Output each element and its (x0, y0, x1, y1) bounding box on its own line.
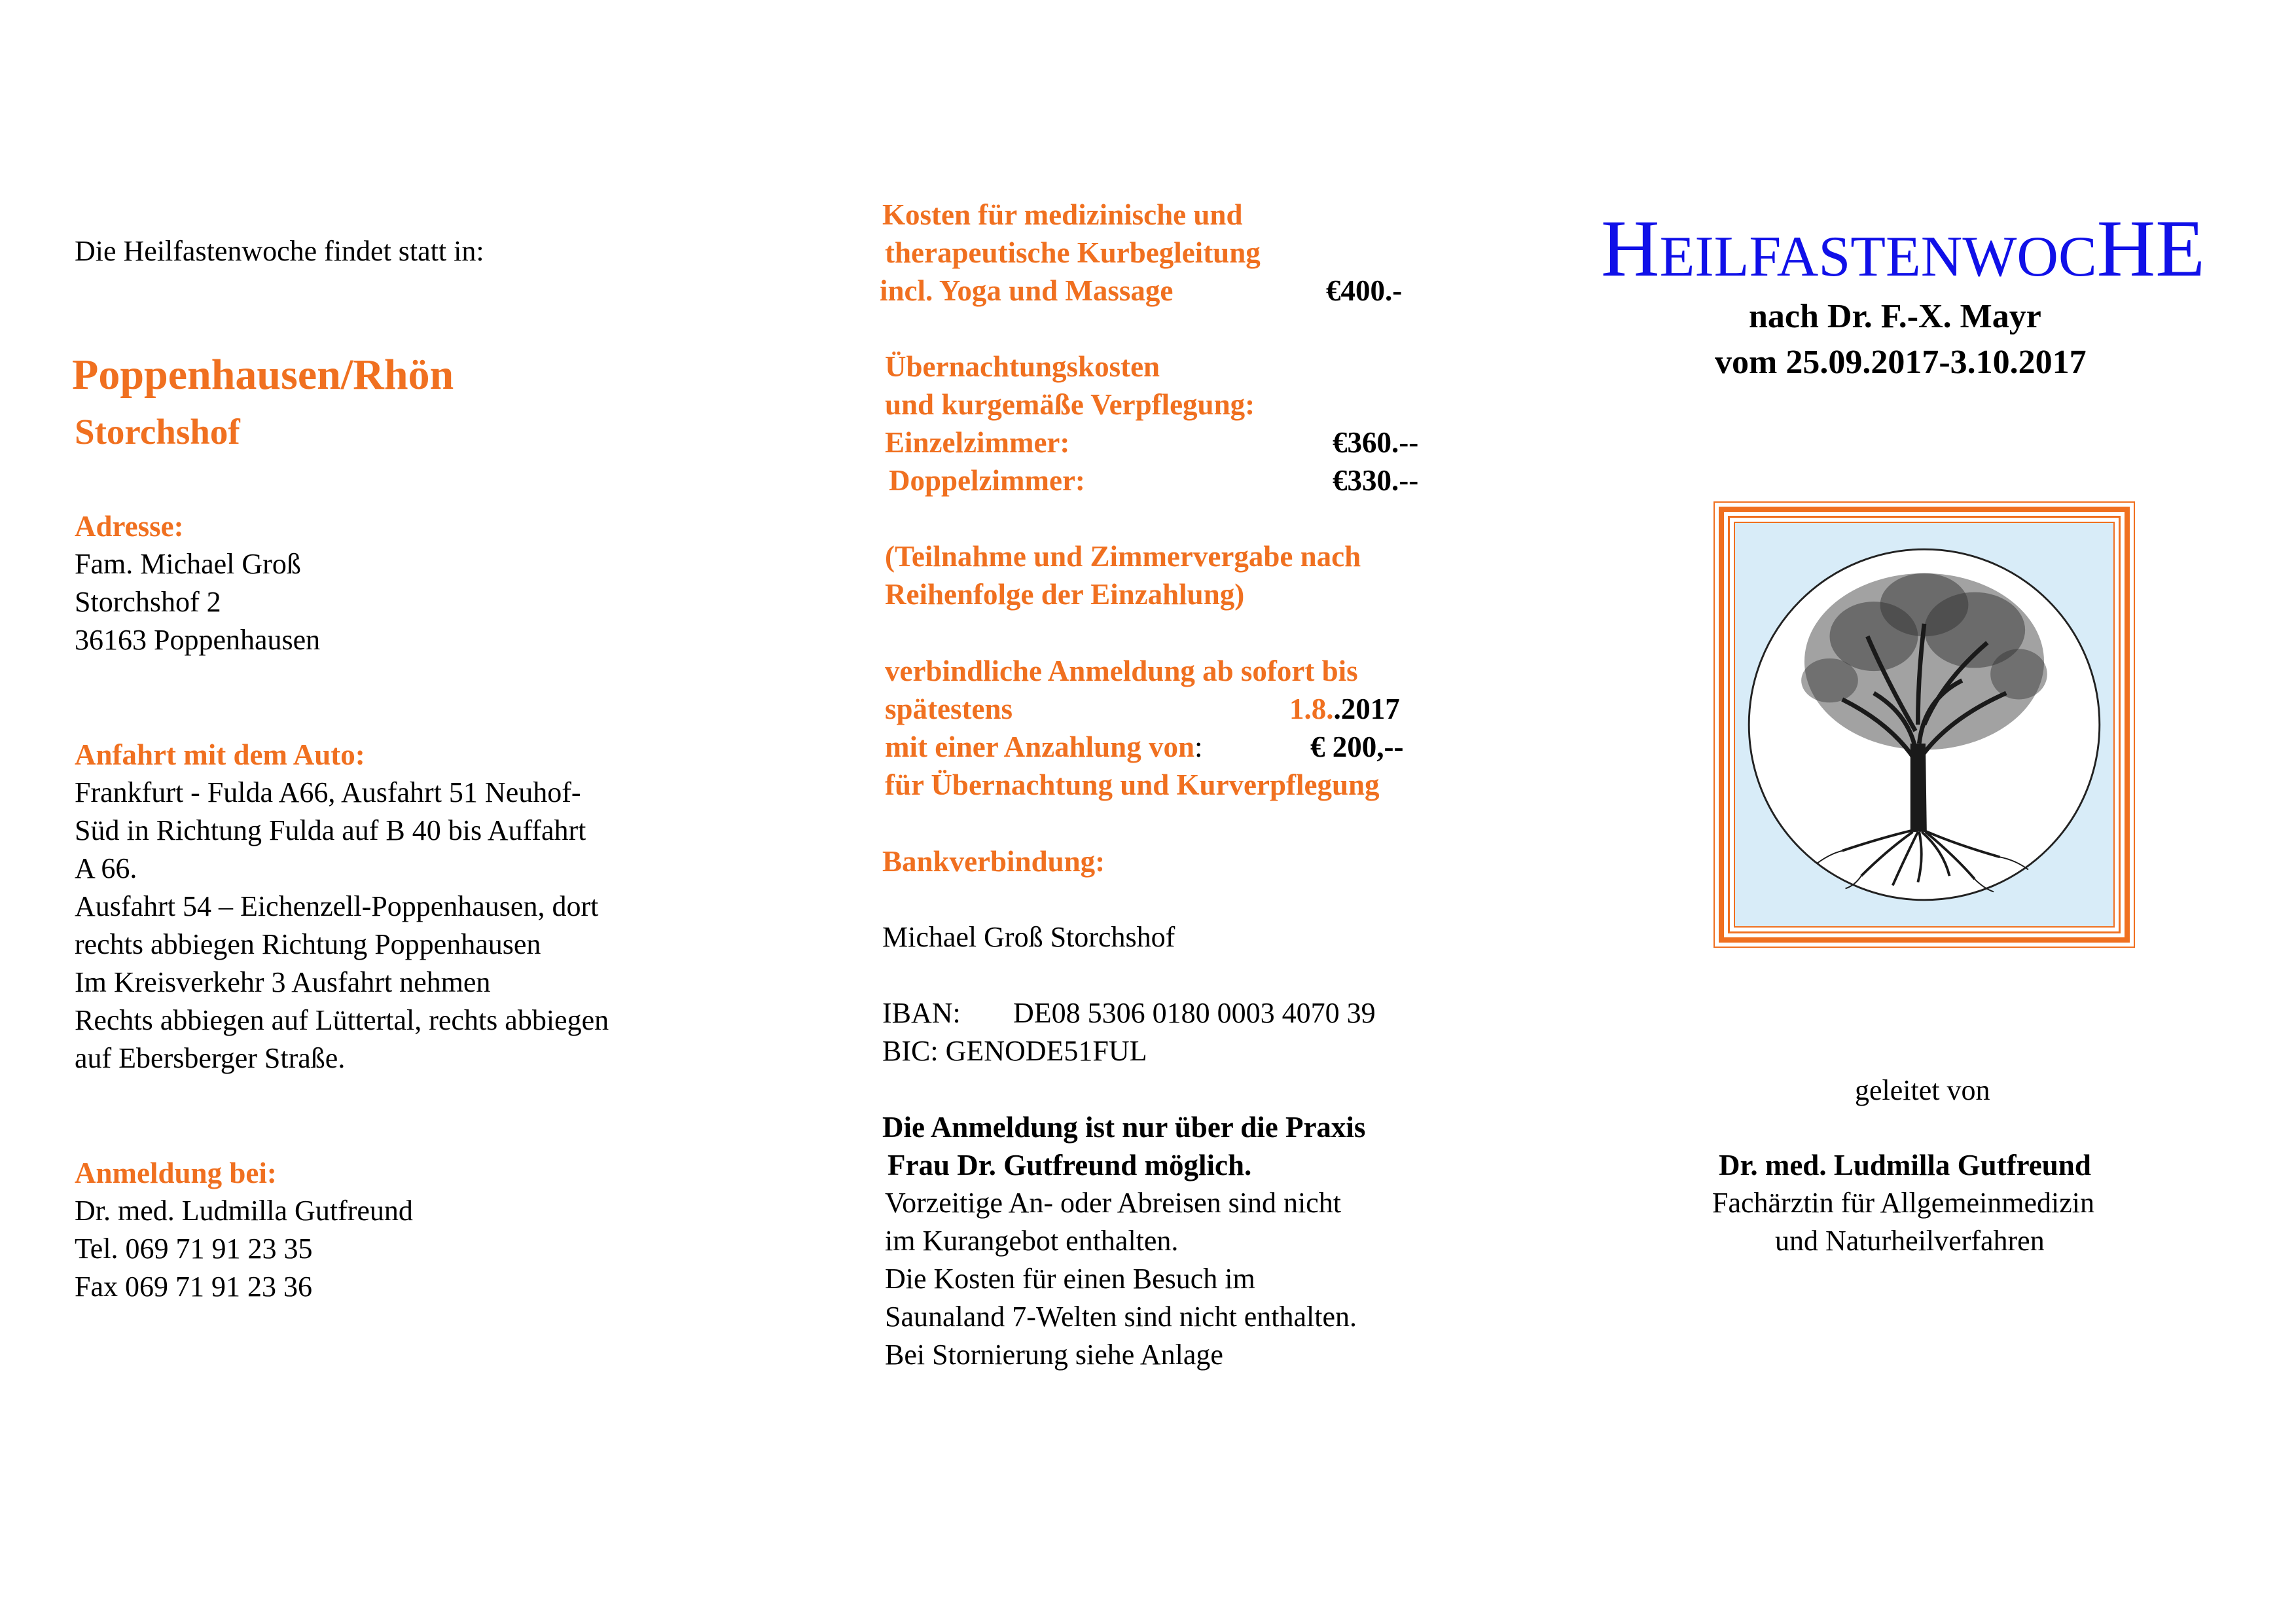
iban-value: DE08 5306 0180 0003 4070 39 (1013, 997, 1376, 1029)
intro-text: Die Heilfastenwoche findet statt in: (75, 235, 484, 267)
deposit-amount: € 200,-- (1310, 731, 1404, 763)
led-by-text: geleitet von (1855, 1074, 1990, 1106)
bic: BIC: GENODE51FUL (882, 1035, 1147, 1067)
directions-line: A 66. (75, 852, 137, 884)
registration-heading: Anmeldung bei: (75, 1157, 277, 1189)
double-room-label: Doppelzimmer: (889, 464, 1085, 497)
registration-line: Tel. 069 71 91 23 35 (75, 1233, 313, 1265)
costs-price: €400.- (1326, 274, 1403, 307)
date-range: vom 25.09.2017-3.10.2017 (1715, 344, 2087, 381)
deadline-label: spätestens (885, 693, 1013, 725)
costs-line: therapeutische Kurbegleitung (885, 236, 1261, 269)
deposit-label: mit einer Anzahlung von: (885, 731, 1203, 763)
overnight-line: und kurgemäße Verpflegung: (885, 388, 1255, 421)
specialty-line: und Naturheilverfahren (1775, 1225, 2045, 1257)
single-room-label: Einzelzimmer: (885, 426, 1070, 459)
address-line: 36163 Poppenhausen (75, 624, 321, 656)
note-line: Vorzeitige An- oder Abreisen sind nicht (885, 1187, 1341, 1219)
note-line: Die Kosten für einen Besuch im (885, 1263, 1255, 1295)
note-line: Bei Stornierung siehe Anlage (885, 1339, 1223, 1371)
address-heading: Adresse: (75, 510, 184, 543)
place-title: Poppenhausen/Rhön (72, 351, 454, 399)
bank-holder: Michael Groß Storchshof (882, 921, 1175, 953)
deadline-date: 1.8..2017 (1289, 693, 1400, 725)
single-room-price: €360.-- (1333, 426, 1419, 459)
note-line: im Kurangebot enthalten. (885, 1225, 1179, 1257)
address-line: Storchshof 2 (75, 586, 221, 618)
directions-line: Ausfahrt 54 – Eichenzell-Poppenhausen, dort (75, 890, 599, 922)
directions-line: Rechts abbiegen auf Lüttertal, rechts abbiegen (75, 1004, 609, 1036)
specialty-line: Fachärztin für Allgemeinmedizin (1712, 1187, 2095, 1219)
brochure-title: HEILFASTENWOCHE (1601, 204, 2205, 293)
method-subtitle: nach Dr. F.-X. Mayr (1749, 298, 2041, 335)
allocation-line: Reihenfolge der Einzahlung) (885, 578, 1245, 611)
directions-line: rechts abbiegen Richtung Poppenhausen (75, 928, 541, 960)
place-subtitle: Storchshof (75, 412, 240, 452)
note-line: Saunaland 7-Welten sind nicht enthalten. (885, 1301, 1357, 1333)
bank-heading: Bankverbindung: (882, 845, 1105, 878)
allocation-line: (Teilnahme und Zimmervergabe nach (885, 540, 1361, 573)
directions-line: Süd in Richtung Fulda auf B 40 bis Auffahrt (75, 814, 586, 846)
tree-picture (1713, 501, 2135, 948)
registration-line: Dr. med. Ludmilla Gutfreund (75, 1195, 413, 1227)
deposit-purpose: für Übernachtung und Kurverpflegung (885, 768, 1380, 801)
directions-line: Im Kreisverkehr 3 Ausfahrt nehmen (75, 966, 491, 998)
overnight-line: Übernachtungskosten (885, 350, 1160, 383)
doctor-name: Dr. med. Ludmilla Gutfreund (1719, 1149, 2091, 1182)
address-line: Fam. Michael Groß (75, 548, 301, 580)
double-room-price: €330.-- (1333, 464, 1419, 497)
tree-with-roots-icon (1735, 523, 2113, 926)
iban-label: IBAN: (882, 997, 961, 1029)
binding-registration-line: verbindliche Anmeldung ab sofort bis (885, 655, 1358, 687)
registration-line: Fax 069 71 91 23 36 (75, 1271, 312, 1303)
directions-line: Frankfurt - Fulda A66, Ausfahrt 51 Neuhof- (75, 776, 581, 808)
note-bold-line: Die Anmeldung ist nur über die Praxis (882, 1111, 1366, 1144)
costs-line: Kosten für medizinische und (882, 198, 1243, 231)
note-bold-line: Frau Dr. Gutfreund möglich. (888, 1149, 1252, 1182)
directions-line: auf Ebersberger Straße. (75, 1042, 346, 1074)
directions-heading: Anfahrt mit dem Auto: (75, 738, 365, 771)
costs-line: incl. Yoga und Massage (880, 274, 1174, 307)
